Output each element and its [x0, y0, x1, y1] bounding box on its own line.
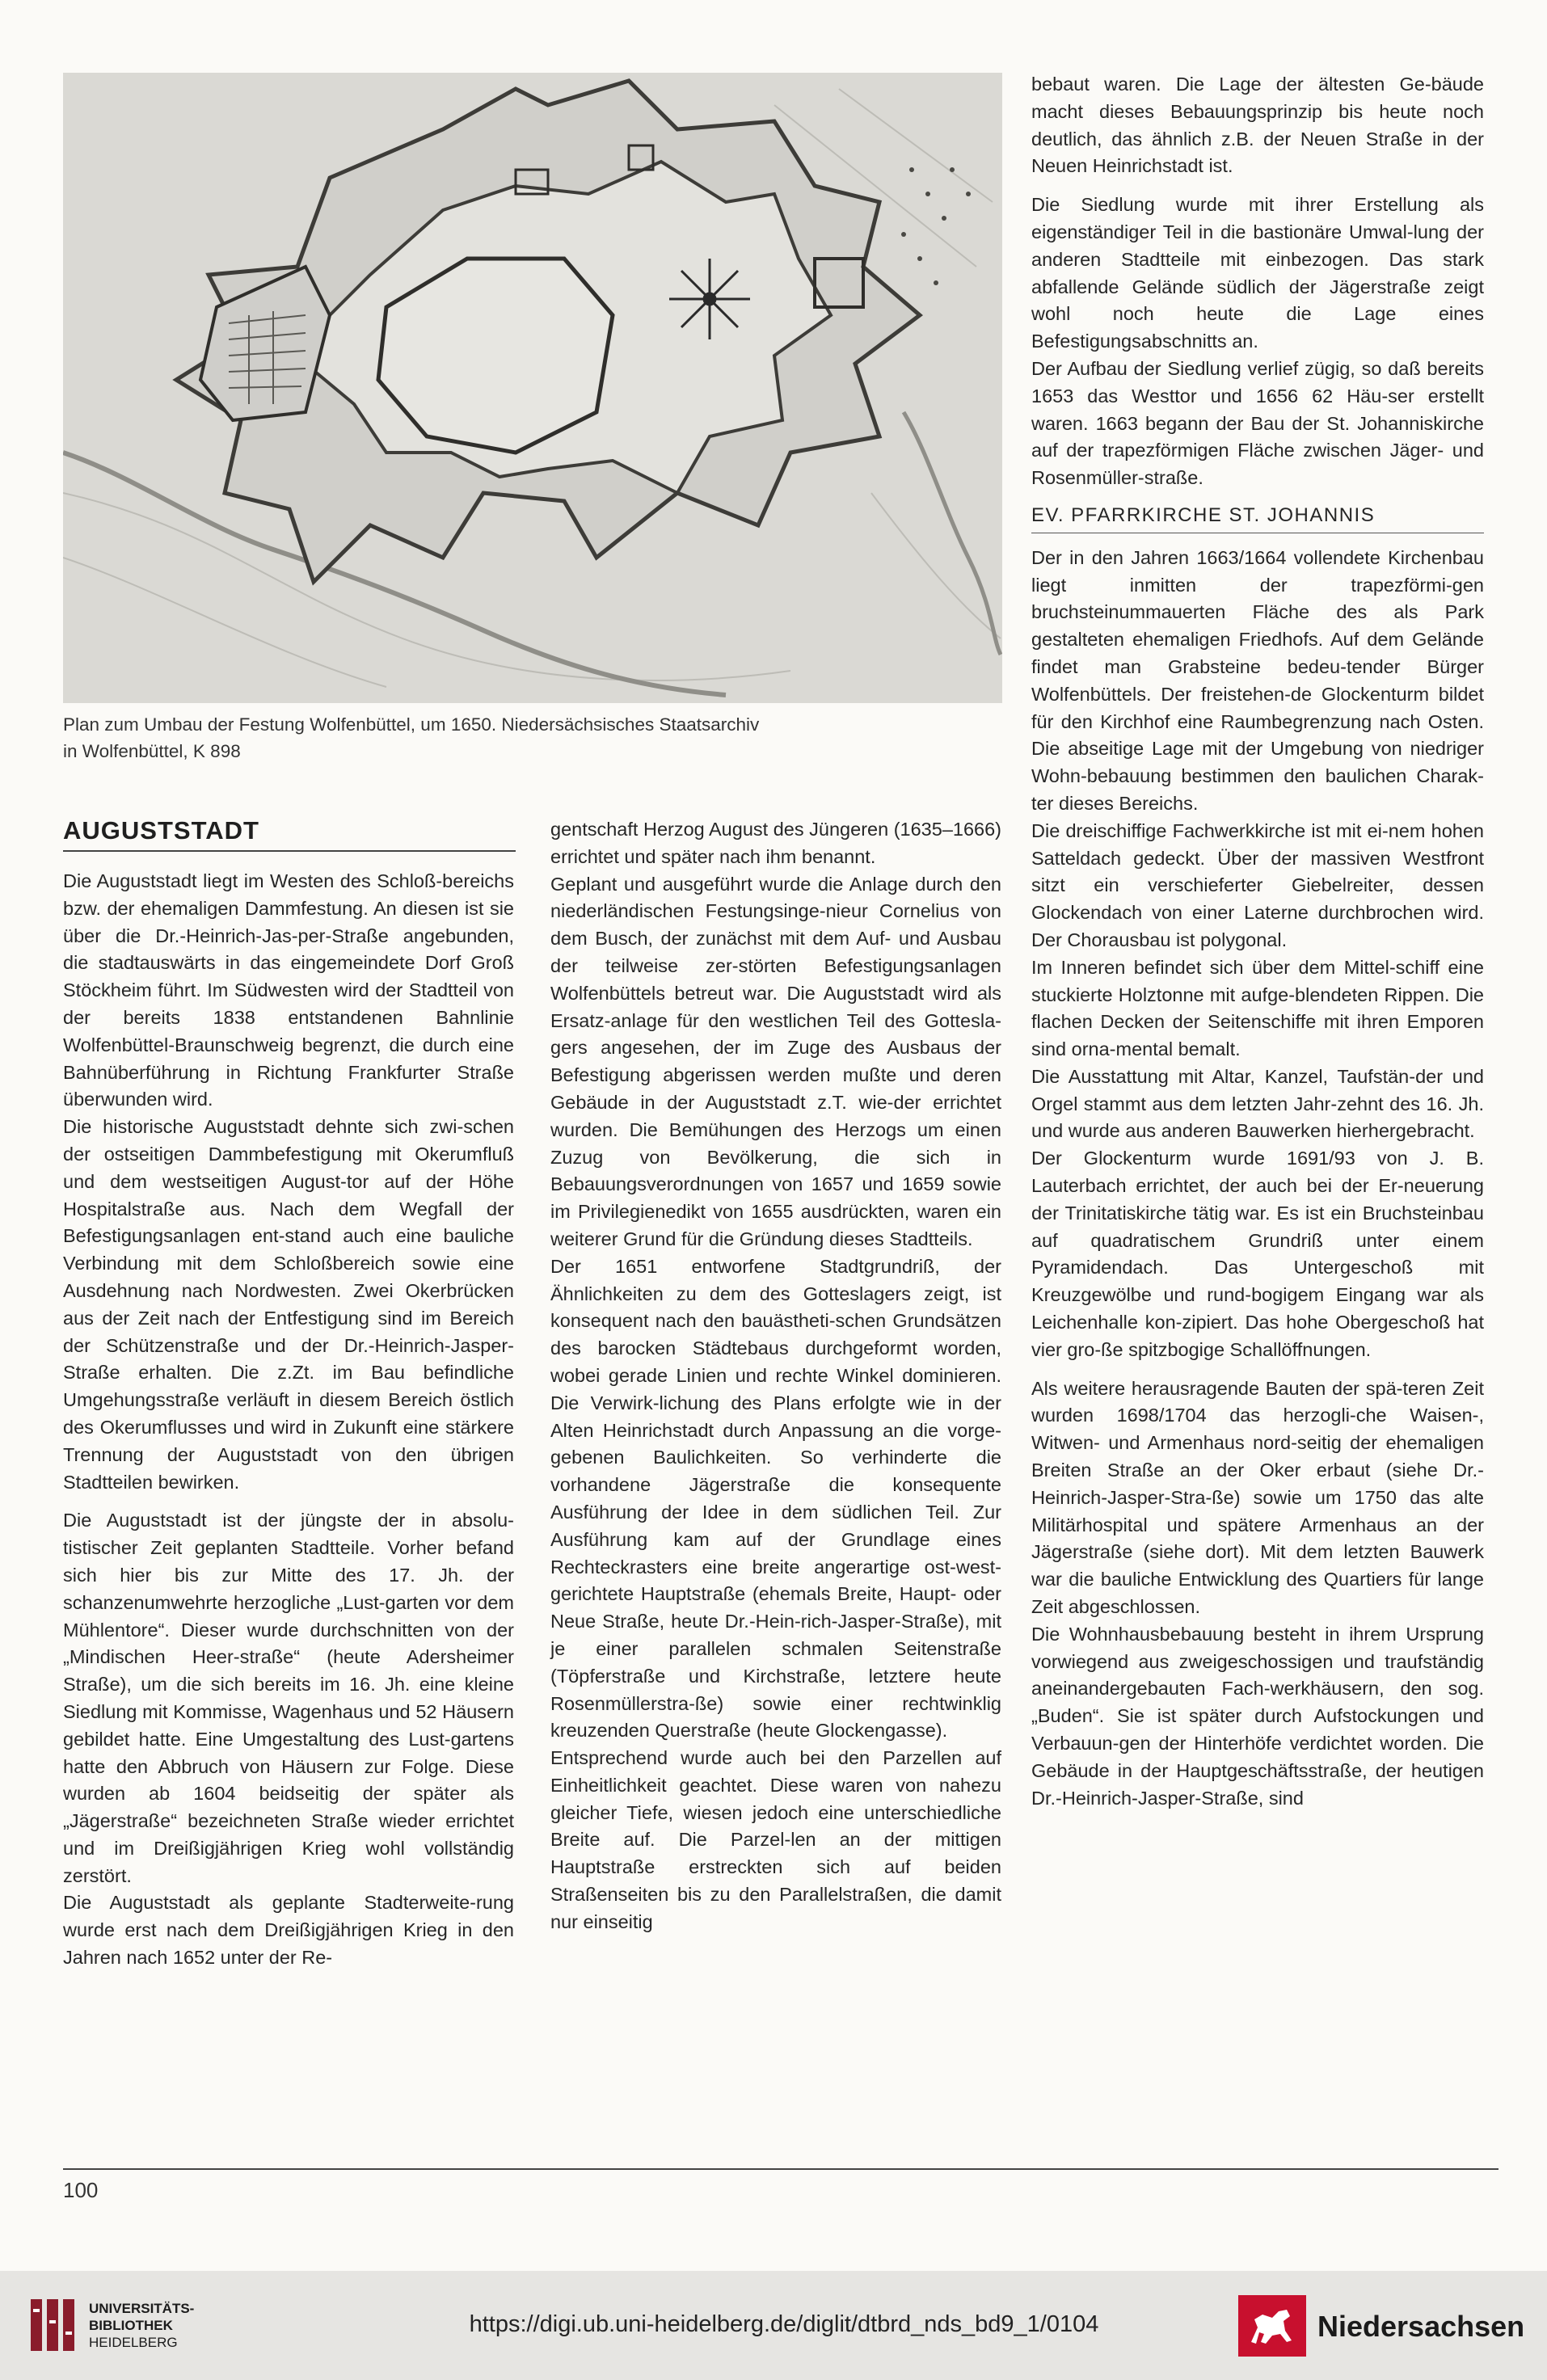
paragraph: Als weitere herausragende Bauten der spä-teren Zeit wurden 1698/1704 das herzogli-che Waisen-, Witwen- und Armenhaus nord-seitig der ehemaligen Breiten Straße an der Oker erbaut (siehe Dr.-Heinrich-Jasper-Stra-ße) sowie um 1750 das alte Militärhospital und spätere Armenhaus an der Jägerstraße (siehe dort). Mit dem letzten Bauwerk war die bauliche Entwicklung des Quartiers für lange Zeit abgeschlossen. — [1031, 1377, 1484, 1618]
paragraph: Der Glockenturm wurde 1691/93 von J. B. Lauterbach errichtet, der auch bei der Er-neuerung der Trinitatiskirche tätig war. Es ist ein Bruchsteinbau auf quadratischem Grundriß unter einem Pyramidendach. Das Untergeschoß mit Kreuzgewölbe und rund-bogigem Eingang war als Leichenhalle kon-zipiert. Das hohe Obergeschoß hat vier gro-ße spitzbogige Schallöffnungen. — [1031, 1148, 1484, 1360]
paragraph: Die Auguststadt liegt im Westen des Schloß-bereichs bzw. der ehemaligen Dammfestung. An diesen ist sie über die Dr.-Heinrich-Jas-per-Straße angebunden, die stadtauswärts in das eingemeindete Dorf Groß Stöckheim führt. Im Südwesten wird der Stadtteil von der bereits 1838 entstandenen Bahnlinie Wolfenbüttel-Braunschweig begrenzt, die durch eine Bahnüberführung in Richtung Frankfurter Straße überwunden wird. — [63, 870, 514, 1110]
paragraph: bebaut waren. Die Lage der ältesten Ge-bäude macht dieses Bebauungsprinzip bis heute noch deutlich, das ähnlich z.B. der Neuen Straße in der Neuen Heinrichstadt ist. — [1031, 74, 1484, 177]
caption-line-1: Plan zum Umbau der Festung Wolfenbüttel, um 1650. Niedersächsisches Staatsarchiv — [63, 714, 760, 735]
section-heading-auguststadt: AUGUSTSTADT — [63, 816, 516, 852]
permalink-url[interactable]: https://digi.ub.uni-heidelberg.de/diglit/dtbrd_nds_bd9_1/0104 — [469, 2311, 1099, 2337]
paragraph: Die Wohnhausbebauung besteht in ihrem Ursprung vorwiegend aus zweigeschossigen und traufständig aneinandergebauten Fach-werkhäusern, den sog. „Buden“. Sie ist später durch Aufstockungen und Verbauun-gen der Hinterhöfe verdichtet worden. Die Gebäude in der Hauptgeschäftsstraße, der heutigen Dr.-Heinrich-Jasper-Straße, sind — [1031, 1623, 1484, 1809]
paragraph: Der Aufbau der Siedlung verlief zügig, so daß bereits 1653 das Westtor und 1656 62 Häu-ser erstellt waren. 1663 begann der Bau der St. Johanniskirche auf der trapezförmigen Fläche zwischen Jäger- und Rosenmüller-straße. — [1031, 357, 1484, 489]
page-number: 100 — [63, 2178, 99, 2202]
figure-caption — [63, 711, 984, 765]
paragraph: Die Auguststadt als geplante Stadterweite-rung wurde erst nach dem Dreißigjährigen Krieg in den Jahren nach 1652 unter der Re- — [63, 1892, 514, 1969]
paragraph: Die Ausstattung mit Altar, Kanzel, Taufstän-der und Orgel stammt aus dem letzten Jahr-zehnt des 16. Jh. und wurde aus anderen Bauwerken hierhergebracht. — [1031, 1065, 1484, 1142]
paragraph: Im Inneren befindet sich über dem Mittel-schiff eine stuckierte Holztonne mit aufge-blendeten Rippen. Die flachen Decken der Seitenschiffe mit ihren Emporen sind orna-mental bemalt. — [1031, 956, 1484, 1060]
section-heading-st-johannis: EV. PFARRKIRCHE ST. JOHANNIS — [1031, 502, 1484, 533]
text-column-right — [1031, 71, 1484, 1812]
caption-line-2: in Wolfenbüttel, K 898 — [63, 741, 241, 761]
text-column-middle — [550, 816, 1001, 1936]
paragraph: Die Siedlung wurde mit ihrer Erstellung als eigenständiger Teil in die bastionäre Umwal-lung der anderen Stadtteile mit einbezogen. Das stark abfallende Gelände südlich der Jägerstraße zeigt wohl noch heute die Lage eines Befestigungsabschnitts an. — [1031, 194, 1484, 352]
footer-rule — [63, 2168, 1499, 2170]
partner-name: Niedersachsen — [1317, 2310, 1525, 2343]
university-library-logo-icon[interactable] — [24, 2293, 81, 2357]
library-line-1: UNIVERSITÄTS- — [89, 2301, 195, 2316]
paragraph: Die Auguststadt ist der jüngste der in absolu-tistischer Zeit geplanten Stadtteile. Vorher befand sich hier bis zur Mitte des 17. Jh. der schanzenumwehrte herzogliche „Lust-garten vor dem Mühlentore“. Dieser wurde durchschnitten von der „Mindischen Heer-straße“ (heute Adersheimer Straße), um die sich bereits im 16. Jh. eine kleine Siedlung mit Kommisse, Wagenhaus und 52 Häusern gebildet hatte. Eine Umgestaltung des Lust-gartens hatte den Abbruch von Häusern zur Folge. Diese wurden ab 1604 beidseitig der später als „Jägerstraße“ bezeichneten Straße wieder errichtet und im Dreißigjährigen Krieg wohl vollständig zerstört. — [63, 1510, 514, 1886]
paragraph: gentschaft Herzog August des Jüngeren (1635–1666) errichtet und später nach ihm benannt. — [550, 819, 1001, 867]
paragraph: Entsprechend wurde auch bei den Parzellen auf Einheitlichkeit geachtet. Diese waren von nahezu gleicher Tiefe, wiesen jedoch eine unterschiedliche Breite auf. Die Parzel-len an der mittigen Hauptstraße erstreckten sich auf beiden Straßenseiten bis zu den Parallelstraßen, die damit nur einseitig — [550, 1747, 1001, 1932]
library-line-2: BIBLIOTHEK — [89, 2318, 173, 2333]
university-library-name — [89, 2300, 194, 2351]
paragraph: Die historische Auguststadt dehnte sich zwi-schen der ostseitigen Dammbefestigung mit Okerumfluß und dem westseitigen August-tor auf der Höhe Hospitalstraße aus. Nach dem Wegfall der Befestigungsanlagen ent-stand auch eine bauliche Verbindung mit dem Schloßbereich sowie eine Ausdehnung nach Nordwesten. Zwei Okerbrücken aus der Zeit nach der Entfestigung sind im Bereich der Schützenstraße und der Dr.-Heinrich-Jasper-Straße erhalten. Die z.Zt. im Bau befindliche Umgehungsstraße verläuft in diesem Bereich östlich des Okerumflusses und wird in Zukunft eine stärkere Trennung der Auguststadt von den übrigen Stadtteilen bewirken. — [63, 1116, 514, 1493]
paragraph: Die dreischiffige Fachwerkkirche ist mit ei-nem hohen Satteldach gedeckt. Über der massiven Westfront sitzt ein verschieferter Giebelreiter, dessen Glockendach von einer Laterne durchbrochen wird. Der Chorausbau ist polygonal. — [1031, 819, 1484, 950]
fortress-plan-image — [63, 73, 1002, 703]
lower-saxony-horse-icon[interactable] — [1237, 2294, 1308, 2358]
paragraph: Der 1651 entworfene Stadtgrundriß, der Ähnlichkeiten zu dem des Gotteslagers zeigt, ist konsequent nach den bauästheti-schen Grundsätzen des barocken Städtebaus durchgeformt worden, wobei gerade Linien und rechte Winkel dominieren. Die Verwirk-lichung des Plans erfolgte wie in der Alten Heinrichstadt durch Anpassung an die vorge-gebenen Baulichkeiten. So verhinderte die vorhandene Jägerstraße die konsequente Ausführung der Idee in dem südlichen Teil. Zur Ausführung kam auf der Grundlage eines Rechteckrasters eine breite angerartige ost-west-gerichtete Hauptstraße (ehemals Breite, Haupt- oder Neue Straße, heute Dr.-Hein-rich-Jasper-Straße), mit je einer parallelen schmalen Seitenstraße (Töpferstraße und Kirchstraße, letztere heute Rosenmüllerstra-ße) sowie einer rechtwinklig kreuzenden Querstraße (heute Glockengasse). — [550, 1255, 1001, 1742]
paragraph: Geplant und ausgeführt wurde die Anlage durch den niederländischen Festungsinge-nieur Cornelius von dem Busch, der zunächst mit dem Auf- und Ausbau der teilweise zer-störten Befestigungsanlagen Wolfenbüttels betreut war. Die Auguststadt wird als Ersatz-anlage für den westlichen Teil des Gottesla-gers angesehen, der im Zuge des Ausbaus der Befestigung abgerissen werden mußte und deren Gebäude in der Auguststadt z.T. wie-der errichtet wurden. Die Bemühungen des Herzogs um einen Zuzug von Bevölkerung, die sich in Bebauungsverordnungen von 1657 und 1659 sowie im Privilegienedikt von 1655 ausdrückten, waren ein weiterer Grund für die Gründung dieses Stadtteils. — [550, 873, 1001, 1249]
text-column-left — [63, 868, 514, 1972]
paragraph: Der in den Jahren 1663/1664 vollendete Kirchenbau liegt inmitten der trapezförmi-gen bruchsteinummauerten Fläche des als Park gestalteten ehemaligen Friedhofs. Auf dem Gelände findet man Grabsteine bedeu-tender Bürger Wolfenbüttels. Der freistehen-de Glockenturm bildet für den Kirchhof eine Raumbegrenzung nach Osten. Die abseitige Lage mit der Umgebung von niedriger Wohn-bebauung bestimmen den baulichen Charak-ter dieses Bereichs. — [1031, 546, 1484, 814]
library-line-3: HEIDELBERG — [89, 2335, 178, 2350]
